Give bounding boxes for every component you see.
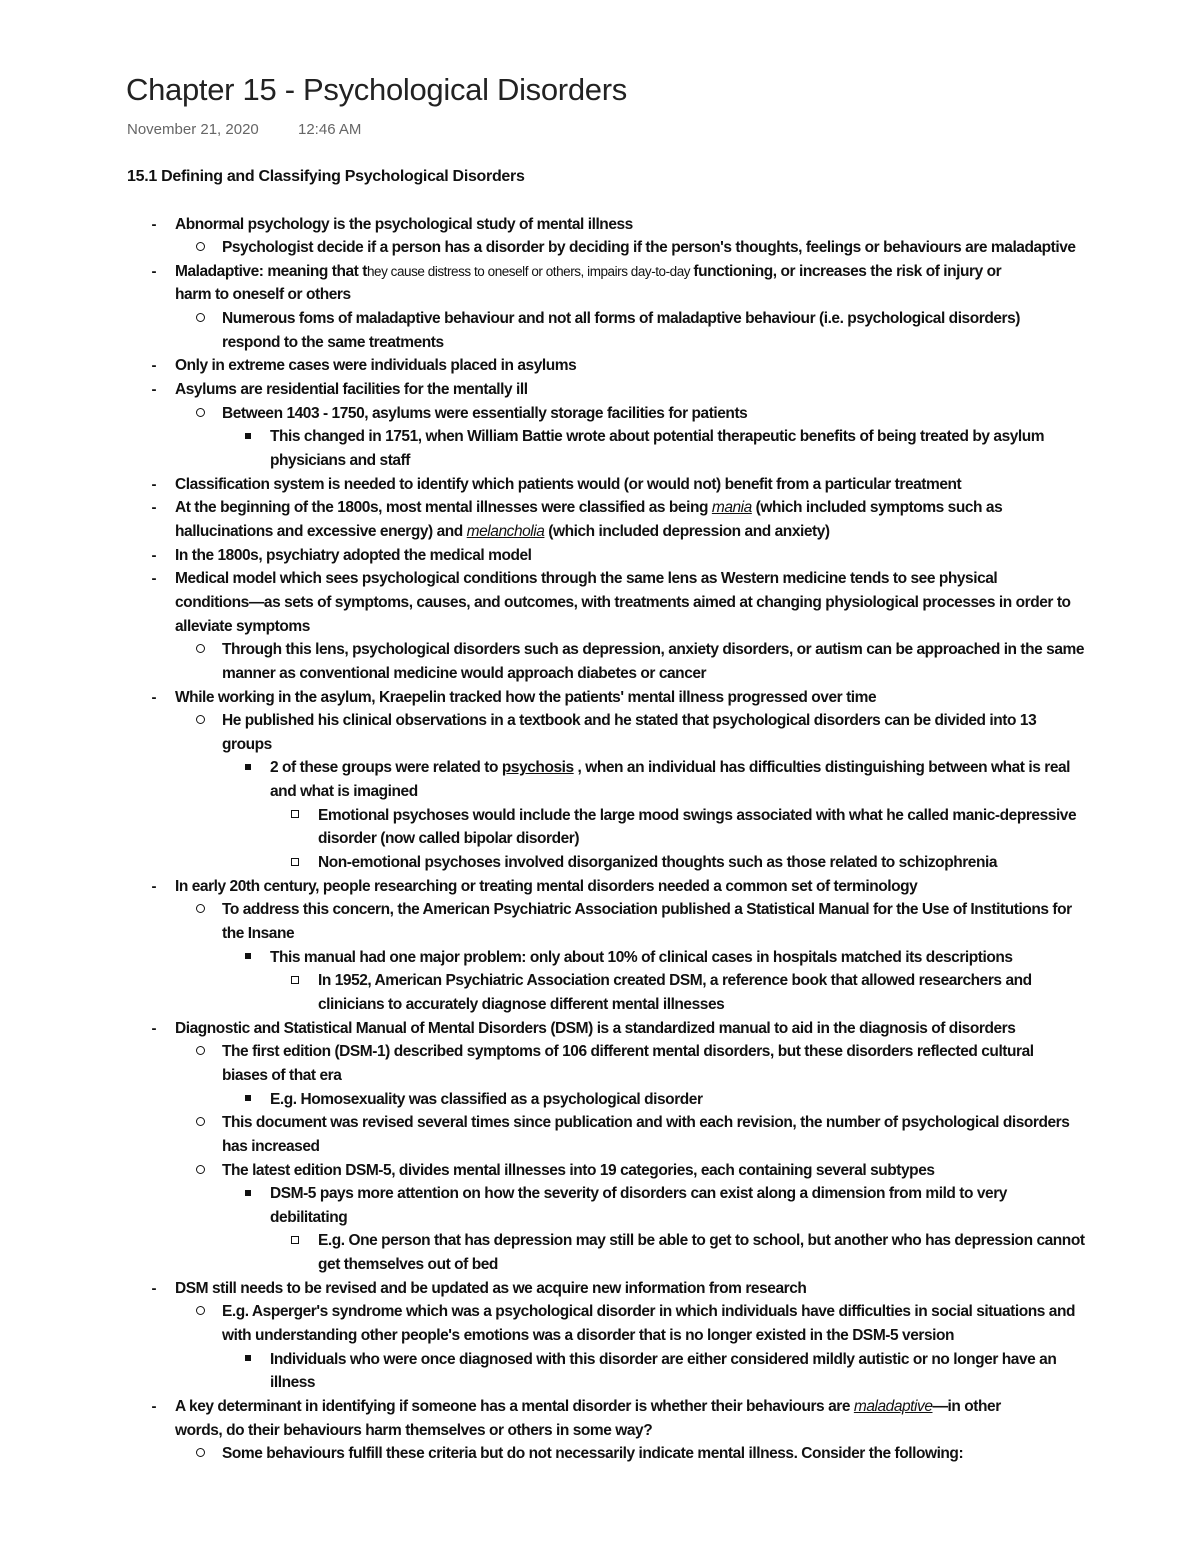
outline-line (222, 307, 1020, 331)
outline-line (175, 1017, 1015, 1041)
circle-bullet (193, 1159, 207, 1183)
outline-text: E.g. One person that has depression may still be able to get to school, but another who has depression cannot (318, 1232, 1085, 1250)
outline-line (270, 425, 1044, 449)
outline-line (175, 378, 528, 402)
square-bullet (241, 756, 255, 780)
section-heading: 15.1 Defining and Classifying Psychological Disorders (127, 168, 525, 185)
circle-bullet (193, 638, 207, 662)
square-bullet (241, 1088, 255, 1112)
outline-line (270, 780, 418, 804)
outline-line (222, 402, 747, 426)
outline-text: biases of that era (222, 1066, 342, 1084)
open-square-bullet (288, 969, 302, 993)
circle-bullet (193, 1300, 207, 1324)
outline-line (222, 709, 1036, 733)
square-bullet (241, 1182, 255, 1206)
outline-line (222, 1159, 935, 1183)
outline-line (270, 1088, 703, 1112)
outline-text: respond to the same treatments (222, 333, 444, 351)
outline-text: Between 1403 - 1750, asylums were essentially storage facilities for patients (222, 404, 748, 422)
outline-line (222, 331, 444, 355)
outline-text: Diagnostic and Statistical Manual of Mental Disorders (DSM) is a standardized manual to aid in the diagnosis of disorders (175, 1019, 1016, 1037)
dash-bullet: - (151, 688, 157, 706)
outline-line (175, 260, 1001, 284)
open-square-bullet (288, 804, 302, 828)
outline-line (175, 1395, 1001, 1419)
outline-text: Some behaviours fulfill these criteria but do not necessarily indicate mental illness. Consider the following: (222, 1445, 964, 1463)
outline-text: While working in the asylum, Kraepelin tracked how the patients' mental illness progressed over time (175, 688, 877, 706)
outline-text: Only in extreme cases were individuals placed in asylums (175, 357, 577, 375)
outline-line (175, 615, 310, 639)
outline-text: The first edition (DSM-1) described symptoms of 106 different mental disorders, but these disorders reflected cultural (222, 1043, 1034, 1061)
outline-line (270, 1371, 315, 1395)
circle-bullet (193, 402, 207, 426)
outline-text: illness (270, 1374, 316, 1392)
outline-text: manner as conventional medicine would approach diabetes or cancer (222, 664, 707, 682)
outline-text: —in other (932, 1398, 1001, 1415)
outline-text: In early 20th century, people researching or treating mental disorders needed a common set of terminology (175, 877, 918, 895)
outline-text: functioning, or increases the risk of injury or (693, 262, 1002, 280)
outline-line (175, 567, 997, 591)
outline-line (175, 1277, 806, 1301)
dash-bullet: - (151, 877, 157, 895)
outline-line (222, 898, 1072, 922)
outline-text: (which included symptoms such as (751, 499, 1003, 517)
outline-line (270, 1206, 347, 1230)
outline-text: In 1952, American Psychiatric Association created DSM, a reference book that allowed researchers and (318, 972, 1032, 990)
note-time: 12:46 AM (298, 121, 362, 138)
outline-line (222, 638, 1084, 662)
dash-bullet: - (151, 262, 157, 280)
outline-text: This document was revised several times since publication and with each revision, the number of psychological disorders (222, 1114, 1070, 1132)
outline-line (222, 1324, 954, 1348)
outline-text: conditions—as sets of symptoms, causes, and outcomes, with treatments aimed at changing physiological processes in order to (175, 593, 1071, 611)
outline-line (175, 544, 532, 568)
outline-text: get themselves out of bed (318, 1256, 498, 1274)
outline-line (222, 1300, 1075, 1324)
outline-text: (which included depression and anxiety) (544, 522, 830, 540)
dash-bullet: - (151, 215, 157, 233)
outline-line (175, 473, 961, 497)
outline-line (222, 922, 294, 946)
outline-text: Medical model which sees psychological conditions through the same lens as Western medicine tends to see physical (175, 570, 998, 588)
dash-bullet: - (151, 1019, 157, 1037)
circle-bullet (193, 1442, 207, 1466)
outline-text: harm to oneself or others (175, 286, 351, 304)
open-square-bullet (288, 851, 302, 875)
outline-text: Abnormal psychology is the psychological study of mental illness (175, 215, 633, 233)
dash-bullet: - (151, 570, 157, 588)
emphasized-text: maladaptive (853, 1398, 933, 1415)
page-title: Chapter 15 - Psychological Disorders (126, 72, 627, 107)
circle-bullet (193, 236, 207, 260)
outline-text: DSM-5 pays more attention on how the severity of disorders can exist along a dimension from mild to very (270, 1185, 1007, 1203)
outline-line (175, 213, 633, 237)
outline-text: with understanding other people's emotions was a disorder that is no longer existed in the DSM-5 version (222, 1327, 955, 1345)
emphasized-text: psychosis (501, 759, 574, 777)
circle-bullet (193, 307, 207, 331)
outline-line (222, 1040, 1034, 1064)
outline-line (222, 733, 272, 757)
outline-text: A key determinant in identifying if someone has a mental disorder is whether their behaviours are (175, 1398, 854, 1415)
outline-line (270, 756, 1070, 780)
outline-text: 2 of these groups were related to (270, 759, 502, 777)
square-bullet (241, 1348, 255, 1372)
outline-text: Non-emotional psychoses involved disorganized thoughts such as those related to schizophrenia (318, 854, 998, 872)
outline-line (270, 1182, 1007, 1206)
outline-text: Psychologist decide if a person has a disorder by deciding if the person's thoughts, feelings or behaviours are maladaptive (222, 239, 1076, 257)
outline-line (175, 354, 576, 378)
outline-line (222, 1064, 341, 1088)
circle-bullet (193, 1111, 207, 1135)
outline-line (270, 946, 1013, 970)
outline-text: Individuals who were once diagnosed with this disorder are either considered mildly autistic or no longer have an (270, 1350, 1057, 1368)
outline-line (175, 520, 830, 544)
outline-text: The latest edition DSM-5, divides mental illnesses into 19 categories, each containing several subtypes (222, 1161, 935, 1179)
outline-text: Maladaptive: meaning that t (175, 262, 367, 280)
outline-text: E.g. Asperger's syndrome which was a psychological disorder in which individuals have difficulties in social situations and (222, 1303, 1076, 1321)
square-bullet (241, 946, 255, 970)
outline-text: debilitating (270, 1208, 348, 1226)
dash-bullet: - (151, 1398, 157, 1415)
outline-text: alleviate symptoms (175, 617, 310, 635)
outline-text: has increased (222, 1137, 320, 1155)
dash-bullet: - (151, 381, 157, 399)
outline-line (175, 1419, 652, 1443)
outline-text: DSM still needs to be revised and be updated as we acquire new information from research (175, 1279, 807, 1297)
outline-line (222, 1442, 963, 1466)
outline-line (318, 993, 724, 1017)
outline-line (222, 662, 706, 686)
outline-line (222, 1111, 1069, 1135)
outline-line (318, 827, 579, 851)
outline-line (270, 1348, 1056, 1372)
note-date: November 21, 2020 (127, 121, 259, 138)
outline-text: He published his clinical observations in a textbook and he stated that psychological disorders can be divided into 13 (222, 712, 1037, 730)
dash-bullet: - (151, 1279, 157, 1297)
outline-text: This manual had one major problem: only about 10% of clinical cases in hospitals matched its descriptions (270, 948, 1013, 966)
outline-text: clinicians to accurately diagnose different mental illnesses (318, 995, 725, 1013)
outline-text: hallucinations and excessive energy) and (175, 522, 467, 540)
circle-bullet (193, 1040, 207, 1064)
outline-line (175, 686, 876, 710)
outline-line (270, 449, 410, 473)
dash-bullet: - (151, 546, 157, 564)
outline-text: , when an individual has difficulties distinguishing between what is real (573, 759, 1071, 777)
outline-line (222, 1135, 320, 1159)
outline-text: words, do their behaviours harm themselves or others in some way? (175, 1421, 653, 1439)
outline-line (318, 969, 1032, 993)
dash-bullet: - (151, 357, 157, 375)
outline-line (318, 804, 1076, 828)
circle-bullet (193, 898, 207, 922)
outline-line (318, 851, 997, 875)
outline-text: physicians and staff (270, 452, 411, 469)
open-square-bullet (288, 1229, 302, 1253)
outline-text: groups (222, 735, 272, 753)
outline-text: Asylums are residential facilities for the mentally ill (175, 381, 528, 399)
emphasized-text: mania (711, 499, 752, 517)
square-bullet (241, 425, 255, 449)
dash-bullet: - (151, 475, 157, 493)
outline-text: Emotional psychoses would include the large mood swings associated with what he called manic-depressive (318, 806, 1077, 824)
outline-line (175, 875, 917, 899)
outline-line (175, 591, 1071, 615)
outline-line (222, 236, 1076, 260)
outline-line (175, 496, 1002, 520)
outline-text: To address this concern, the American Psychiatric Association published a Statistical Manual for the Use of Institutions for (222, 901, 1072, 919)
outline-line (318, 1253, 498, 1277)
circle-bullet (193, 709, 207, 733)
outline-text: In the 1800s, psychiatry adopted the medical model (175, 546, 532, 564)
emphasized-text: hey cause distress to oneself or others, impairs day-to-day (366, 263, 694, 279)
outline-line (175, 283, 351, 307)
outline-text: the Insane (222, 925, 295, 942)
outline-text: and what is imagined (270, 783, 418, 801)
outline-text: disorder (now called bipolar disorder) (318, 830, 580, 848)
outline-line (318, 1229, 1085, 1253)
emphasized-text: melancholia (466, 522, 545, 540)
outline-text: E.g. Homosexuality was classified as a psychological disorder (270, 1090, 703, 1108)
outline-text: This changed in 1751, when William Battie wrote about potential therapeutic benefits of being treated by asylum (270, 428, 1045, 446)
outline-text: Numerous foms of maladaptive behaviour and not all forms of maladaptive behaviour (i.e. psychological disorders) (222, 310, 1020, 328)
dash-bullet: - (151, 499, 157, 517)
outline-text: Classification system is needed to identify which patients would (or would not) benefit from a particular treatment (175, 475, 962, 493)
outline-text: At the beginning of the 1800s, most mental illnesses were classified as being (175, 499, 712, 517)
outline-text: Through this lens, psychological disorders such as depression, anxiety disorders, or autism can be approached in the same (222, 641, 1085, 659)
